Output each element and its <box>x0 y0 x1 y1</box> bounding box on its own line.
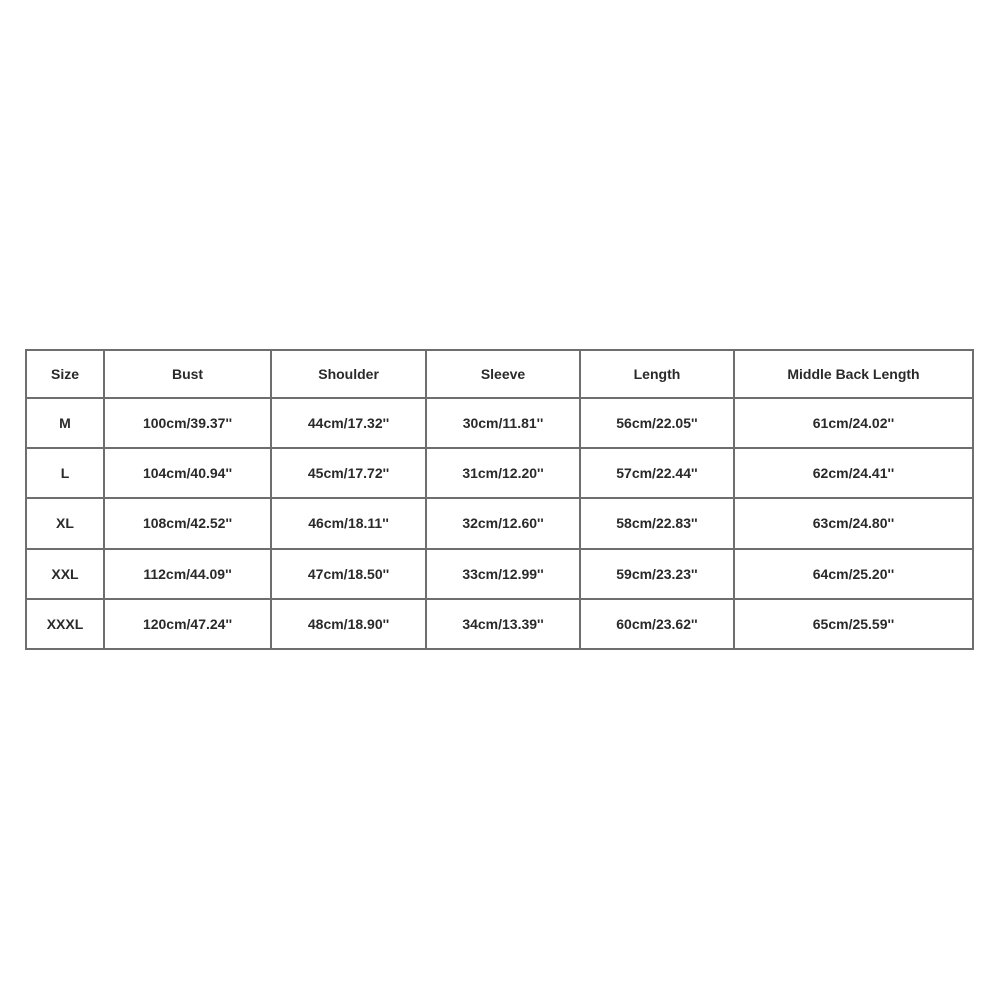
cell-middle-back-length: 65cm/25.59'' <box>734 599 973 649</box>
cell-bust: 108cm/42.52'' <box>104 498 271 548</box>
table-row <box>26 549 973 599</box>
cell-bust: 100cm/39.37'' <box>104 398 271 448</box>
cell-sleeve: 34cm/13.39'' <box>426 599 580 649</box>
header-middle-back-length: Middle Back Length <box>734 350 973 398</box>
cell-size: XXL <box>26 549 104 599</box>
size-chart-table <box>25 349 974 650</box>
header-length: Length <box>580 350 734 398</box>
cell-size: L <box>26 448 104 498</box>
cell-middle-back-length: 61cm/24.02'' <box>734 398 973 448</box>
cell-bust: 112cm/44.09'' <box>104 549 271 599</box>
table-row <box>26 498 973 548</box>
cell-sleeve: 32cm/12.60'' <box>426 498 580 548</box>
cell-size: XXXL <box>26 599 104 649</box>
cell-bust: 104cm/40.94'' <box>104 448 271 498</box>
cell-length: 56cm/22.05'' <box>580 398 734 448</box>
cell-sleeve: 31cm/12.20'' <box>426 448 580 498</box>
cell-middle-back-length: 63cm/24.80'' <box>734 498 973 548</box>
header-sleeve: Sleeve <box>426 350 580 398</box>
cell-shoulder: 46cm/18.11'' <box>271 498 426 548</box>
cell-size: M <box>26 398 104 448</box>
cell-length: 57cm/22.44'' <box>580 448 734 498</box>
cell-bust: 120cm/47.24'' <box>104 599 271 649</box>
cell-length: 59cm/23.23'' <box>580 549 734 599</box>
header-size: Size <box>26 350 104 398</box>
cell-sleeve: 33cm/12.99'' <box>426 549 580 599</box>
cell-sleeve: 30cm/11.81'' <box>426 398 580 448</box>
cell-shoulder: 44cm/17.32'' <box>271 398 426 448</box>
table-row <box>26 448 973 498</box>
cell-shoulder: 45cm/17.72'' <box>271 448 426 498</box>
table-header-row <box>26 350 973 398</box>
cell-length: 60cm/23.62'' <box>580 599 734 649</box>
header-bust: Bust <box>104 350 271 398</box>
cell-shoulder: 48cm/18.90'' <box>271 599 426 649</box>
cell-length: 58cm/22.83'' <box>580 498 734 548</box>
cell-middle-back-length: 64cm/25.20'' <box>734 549 973 599</box>
table-row <box>26 398 973 448</box>
header-shoulder: Shoulder <box>271 350 426 398</box>
table-row <box>26 599 973 649</box>
cell-size: XL <box>26 498 104 548</box>
cell-shoulder: 47cm/18.50'' <box>271 549 426 599</box>
cell-middle-back-length: 62cm/24.41'' <box>734 448 973 498</box>
